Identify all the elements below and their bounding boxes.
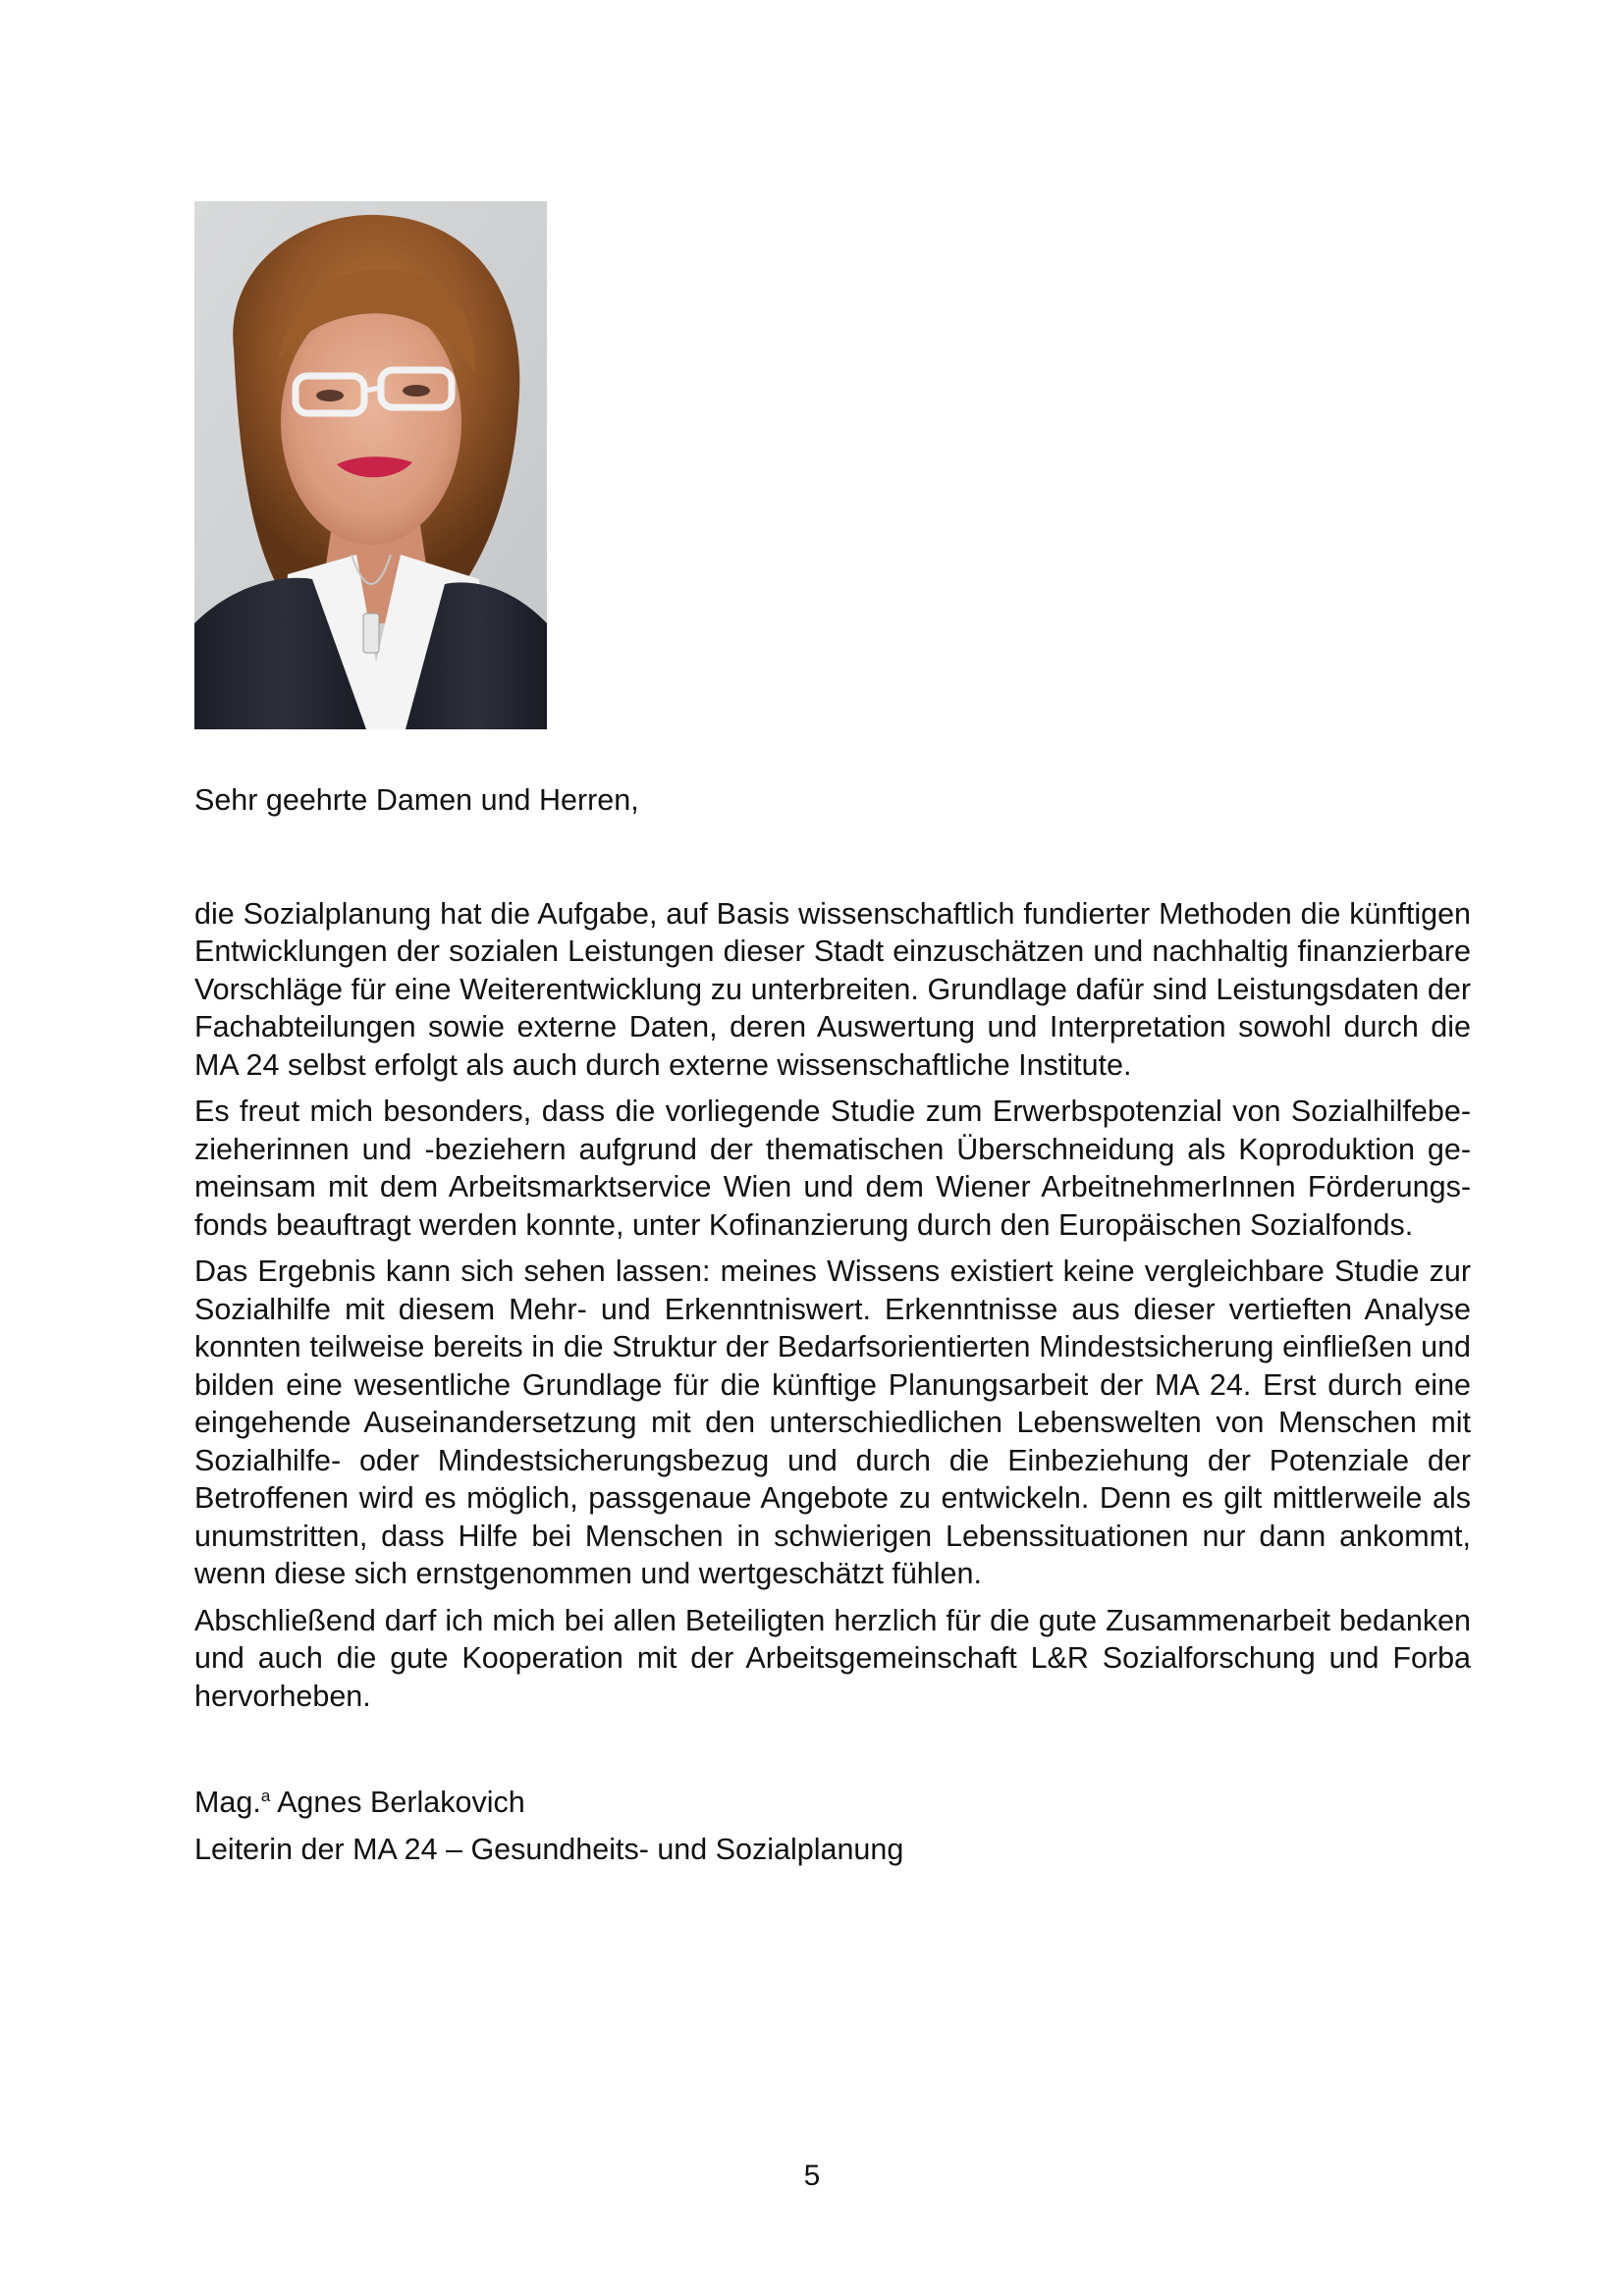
signature-name: Agnes Berlakovich [270,1786,525,1819]
signature-name-line [194,1784,1471,1822]
paragraph-1: die Sozialplanung hat die Aufgabe, auf Basis wissenschaftlich fundierter Methoden die künftigen Entwicklungen der sozialen Leistungen dieser Stadt einzuschätzen und nachhaltig finanzierbare Vorschläge für eine Weiterentwicklung zu unterbreiten. Grundlage dafür sind Leistungsdaten der Fachabteilungen sowie externe Daten, deren Auswertung und Interpretation sowohl durch die MA 24 selbst erfolgt als auch durch externe wissenschaftliche Institute. [194,896,1471,1082]
signature-block [194,1784,1471,1868]
signature-position: Leiterin der MA 24 – Gesundheits- und Sozialplanung [194,1832,904,1866]
salutation: Sehr geehrte Damen und Herren, [194,783,639,817]
signature-title-superscript: a [260,1786,271,1805]
signature-title: Mag. [194,1786,261,1819]
paragraph-4: Abschließend darf ich mich bei allen Beteiligten herzlich für die gute Zusammenarbeit bedanken und auch die gute Kooperation mit der Arbeitsgemeinschaft L&R Sozialforschung und Forba hervorheben. [194,1603,1471,1713]
page-number: 5 [803,2160,821,2192]
portrait-photo [194,201,547,729]
portrait-illustration [194,201,547,729]
paragraph-2: Es freut mich besonders, dass die vorliegende Studie zum Erwerbspotenzial von Sozialhilfebezieherinnen und -beziehern aufgrund der thematischen Überschneidung als Koproduktion gemeinsam mit dem Arbeitsmarktservice Wien und dem Wiener ArbeitnehmerInnen Förderungsfonds beauftragt werden konnte, unter Kofinanzierung durch den Europäischen Sozialfonds. [194,1095,1471,1242]
paragraph-3: Das Ergebnis kann sich sehen lassen: meines Wissens existiert keine vergleichbare Studie zur Sozialhilfe mit diesem Mehr- und Erkenntniswert. Erkenntnisse aus dieser vertieften Analyse konnten teilweise bereits in die Struktur der Bedarfsorientierten Mindestsicherung einfließen und bilden eine wesentliche Grundlage für die künftige Planungsarbeit der MA 24. Erst durch eine eingehende Auseinandersetzung mit den unterschiedlichen Lebenswelten von Menschen mit Sozialhilfe- oder Mindestsicherungsbezug und durch die Einbeziehung der Potenziale der Betroffenen wird es möglich, passgenaue Angebote zu entwickeln. Denn es gilt mittlerweile als unumstritten, dass Hilfe bei Menschen in schwierigen Lebenssituationen nur dann ankommt, wenn diese sich ernstgenommen und wertgeschätzt fühlen. [194,1255,1471,1590]
letter-body [194,781,1471,1877]
